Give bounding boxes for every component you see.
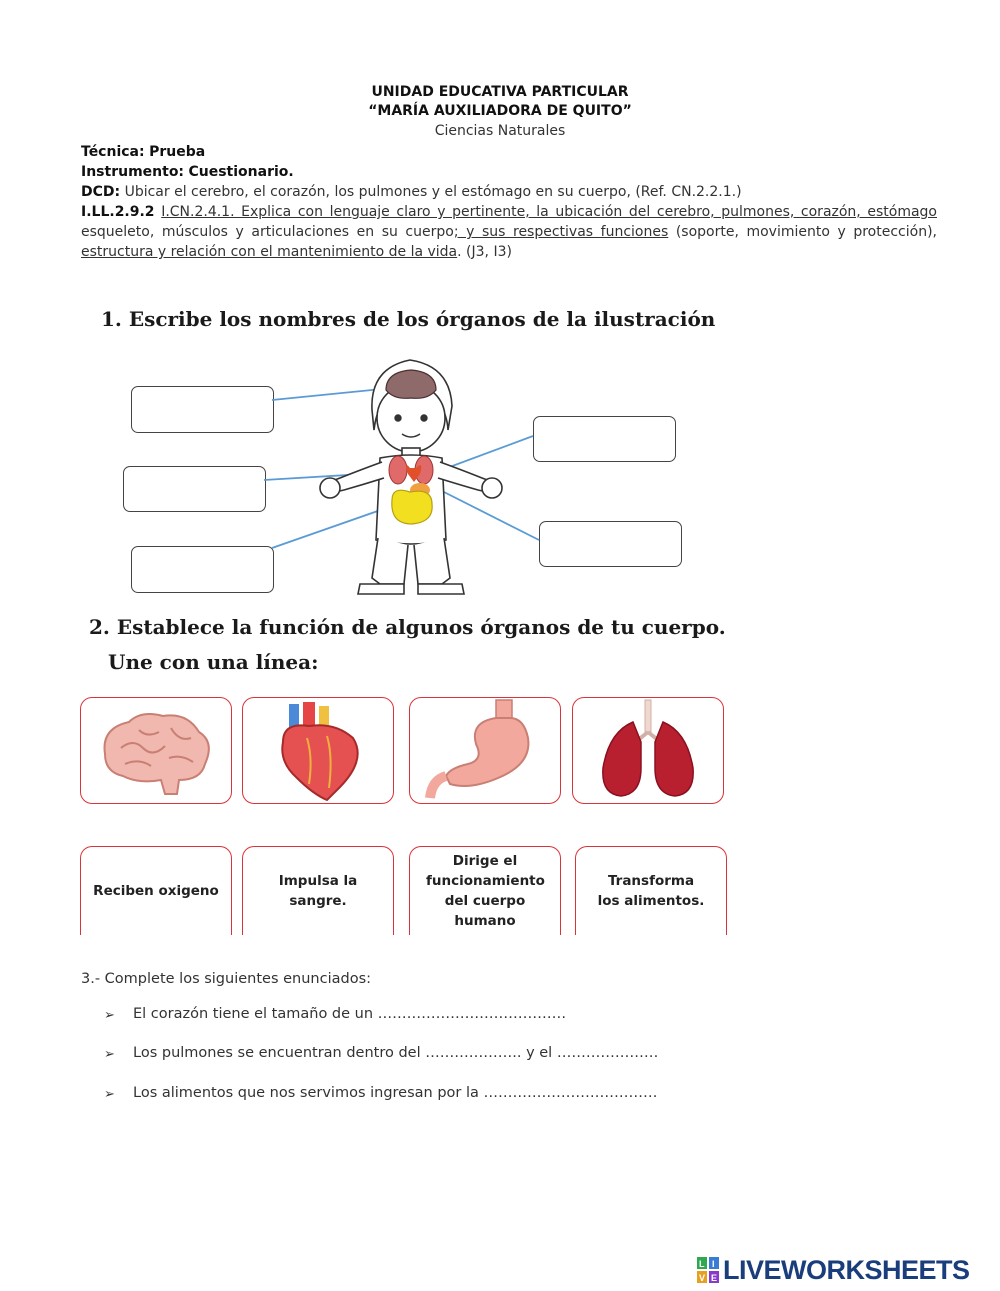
organ-card-heart[interactable] (242, 697, 394, 804)
stomach-icon (410, 698, 560, 803)
logo-letter: E (711, 1273, 718, 1283)
question-3-title: 3.- Complete los siguientes enunciados: (81, 971, 372, 987)
sentence-2[interactable]: Los pulmones se encuentran dentro del ……………….. y el ………………… (133, 1045, 659, 1061)
tecnica-line: Técnica: Prueba (81, 144, 206, 160)
indicator-paragraph: I.LL.2.9.2 I.CN.2.4.1. Explica con lenguaje claro y pertinente, la ubicación del cerebro, pulmones, corazón, estómago esqueleto, músculos y articulaciones en su cuerpo; y sus respectivas funciones (soporte, movimiento y protección), estructura y relación con el mantenimiento de la vida. (J3, I3) (81, 204, 937, 260)
lungs-icon (573, 698, 723, 803)
function-card-4[interactable]: Transforma los alimentos. (575, 846, 727, 935)
liveworksheets-logo (697, 1255, 970, 1285)
organ-card-lungs[interactable] (572, 697, 724, 804)
bullet-arrow-icon: ➢ (104, 1047, 115, 1062)
logo-text: LIVEWORKSHEETS (723, 1254, 970, 1285)
logo-letter: I (712, 1259, 715, 1269)
dcd-line: DCD: Ubicar el cerebro, el corazón, los pulmones y el estómago en su cuerpo, (Ref. CN.2.2.1.) (81, 184, 742, 200)
heart-icon (243, 698, 393, 803)
instrumento-line: Instrumento: Cuestionario. (81, 164, 294, 180)
logo-icon (697, 1257, 721, 1283)
sentence-1[interactable]: El corazón tiene el tamaño de un ………………………………… (133, 1006, 567, 1022)
function-card-1[interactable]: Reciben oxigeno (80, 846, 232, 935)
organ-card-stomach[interactable] (409, 697, 561, 804)
child-intestines (392, 490, 432, 524)
sentence-3[interactable]: Los alimentos que nos servimos ingresan por la ……………………………… (133, 1085, 658, 1101)
question-2-title: 2. Establece la función de algunos órganos de tu cuerpo. (89, 615, 726, 639)
question-1-title: 1. Escribe los nombres de los órganos de la ilustración (101, 307, 716, 331)
school-name: “MARÍA AUXILIADORA DE QUITO” (368, 103, 632, 119)
school-header: UNIDAD EDUCATIVA PARTICULAR (371, 84, 629, 100)
logo-letter: L (699, 1259, 705, 1269)
organ-card-brain[interactable] (80, 697, 232, 804)
brain-icon (81, 698, 231, 803)
function-card-3[interactable]: Dirige el funcionamiento del cuerpo humano (409, 846, 561, 935)
bullet-arrow-icon: ➢ (104, 1087, 115, 1102)
question-2-subtitle: Une con una línea: (108, 650, 319, 674)
bullet-arrow-icon: ➢ (104, 1008, 115, 1023)
logo-letter: V (699, 1273, 706, 1283)
function-card-2[interactable]: Impulsa la sangre. (242, 846, 394, 935)
subject-title: Ciencias Naturales (434, 123, 566, 139)
